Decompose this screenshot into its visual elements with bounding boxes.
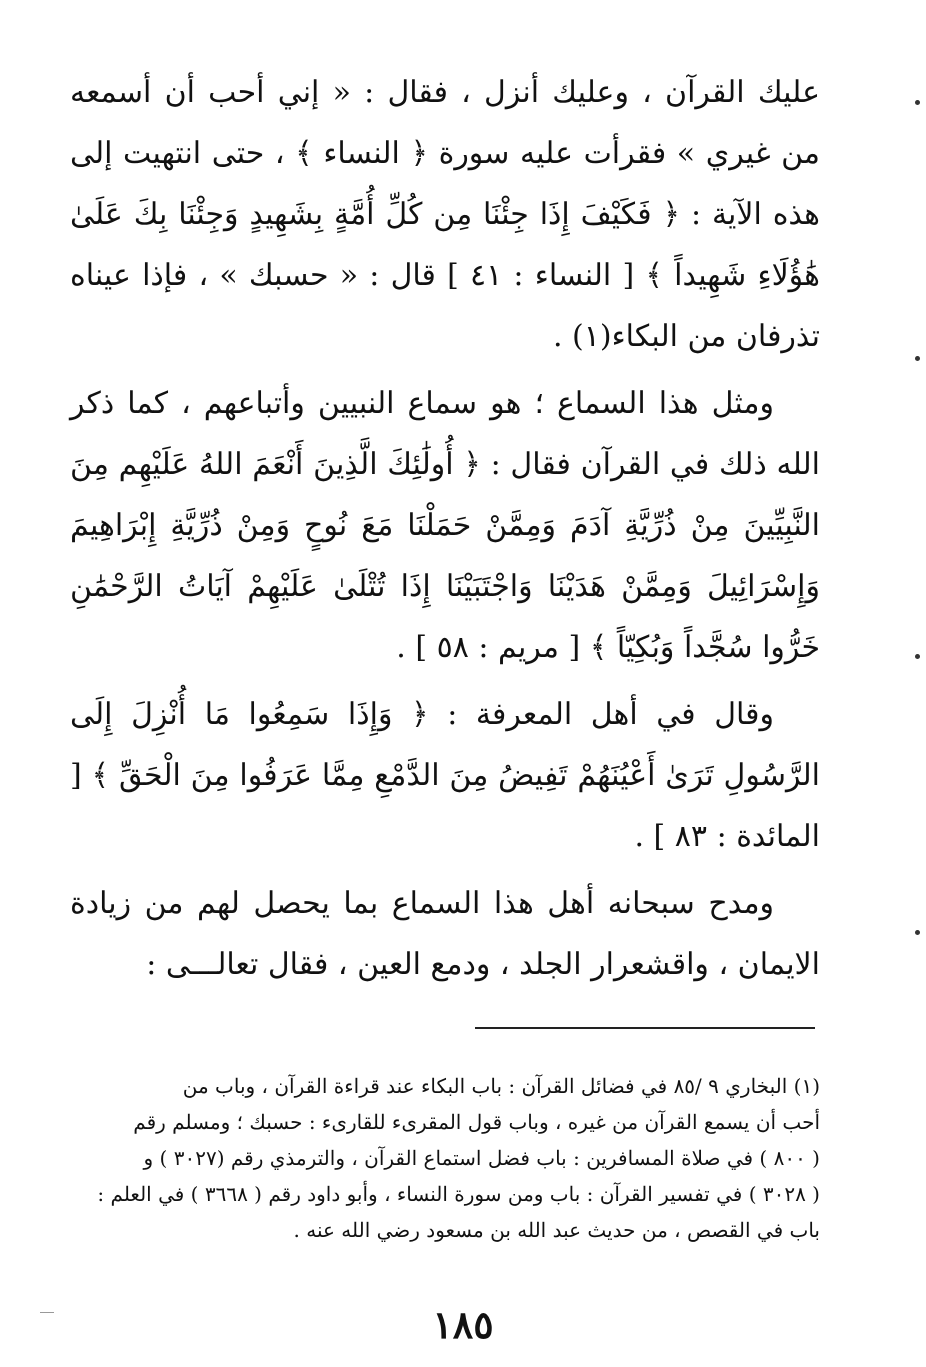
margin-dot (915, 654, 920, 659)
margin-dot (915, 930, 920, 935)
paragraph-2: ومثل هذا السماع ؛ هو سماع النبيين وأتباعهم ، كما ذكر الله ذلك في القرآن فقال : ﴿ أُولَٰئِكَ الَّذِينَ أَنْعَمَ اللهُ عَلَيْهِم مِنَ النَّبِيِّينَ مِنْ ذُرِّيَّةِ آدَمَ وَمِمَّنْ حَمَلْنَا مَعَ نُوحٍ وَمِنْ ذُرِّيَّةِ إِبْرَاهِيمَ وَإِسْرَائِيلَ وَمِمَّنْ هَدَيْنَا وَاجْتَبَيْنَا إِذَا تُتْلَىٰ عَلَيْهِمْ آيَاتُ الرَّحْمَٰنِ خَرُّوا سُجَّداً وَبُكِيّاً ﴾ [ مريم : ٥٨ ] . (70, 386, 820, 665)
paragraph-1: عليك القرآن ، وعليك أنزل ، فقال : « إني أحب أن أسمعه من غيري » فقرأت عليه سورة ﴿ النساء ﴾ ، حتى انتهيت إلى هذه الآية : ﴿ فَكَيْفَ إِذَا جِئْنَا مِن كُلِّ أُمَّةٍ بِشَهِيدٍ وَجِئْنَا بِكَ عَلَىٰ هَٰؤُلَاءِ شَهِيداً ﴾ [ النساء : ٤١ ] قال : « حسبك » ، فإذا عيناه تذرفان من البكاء(١) . (70, 75, 820, 354)
page-number: ١٨٥ (432, 1302, 494, 1347)
footnote-line: ( ٨٠٠ ) في صلاة المسافرين : باب فضل استماع القرآن ، والترمذي رقم (٣٠٢٧ ) و (143, 1146, 820, 1170)
paragraph-4: ومدح سبحانه أهل هذا السماع بما يحصل لهم من زيادة الايمان ، واقشعرار الجلد ، ودمع العين ، فقال تعالـــى : (70, 886, 820, 982)
scan-mark (40, 1312, 54, 1313)
margin-dot (915, 356, 920, 361)
footnote-separator (475, 1027, 815, 1029)
footnote-line: (١) البخاري ٩ /٨٥ في فضائل القرآن : باب البكاء عند قراءة القرآن ، وباب من (182, 1074, 820, 1098)
margin-dot (915, 100, 920, 105)
paragraph-3: وقال في أهل المعرفة : ﴿ وَإِذَا سَمِعُوا مَا أُنْزِلَ إِلَى الرَّسُولِ تَرَىٰ أَعْيُنَهُمْ تَفِيضُ مِنَ الدَّمْعِ مِمَّا عَرَفُوا مِنَ الْحَقِّ ﴾ [ المائدة : ٨٣ ] . (70, 697, 820, 854)
footnote-line: باب في القصص ، من حديث عبد الله بن مسعود رضي الله عنه . (293, 1218, 820, 1242)
main-text (70, 62, 820, 1001)
footnotes (70, 1068, 820, 1248)
footnote-line: أحب أن يسمع القرآن من غيره ، وباب قول المقرىء للقارىء : حسبك ؛ ومسلم رقم (133, 1110, 820, 1134)
footnote-line: ( ٣٠٢٨ ) في تفسير القرآن : باب ومن سورة النساء ، وأبو داود رقم ( ٣٦٦٨ ) في العلم : (97, 1182, 820, 1206)
